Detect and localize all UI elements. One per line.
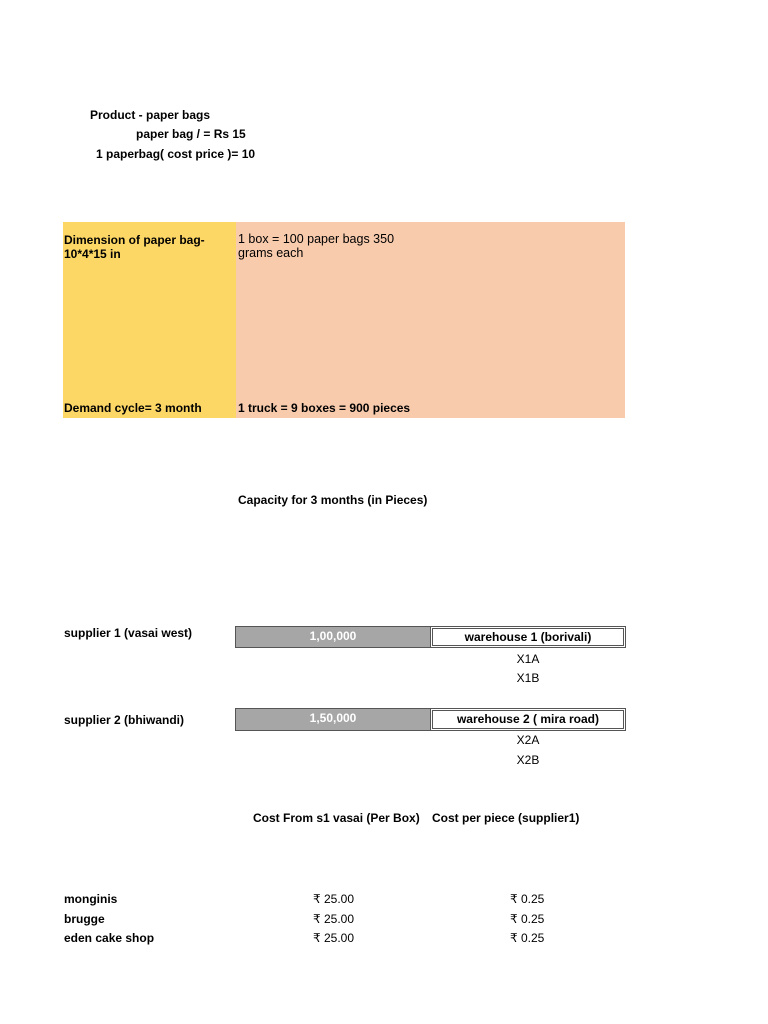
supplier-1-name: supplier 1 (vasai west) [64, 626, 193, 640]
capacity-heading: Capacity for 3 months (in Pieces) [238, 493, 428, 507]
cost-price-label: 1 paperbag( cost price )= 10 [96, 147, 256, 161]
truck-info-text: 1 truck = 9 boxes = 900 pieces [238, 401, 411, 415]
route-x2a: X2A [516, 733, 540, 747]
supplier-1-capacity: 1,00,000 [309, 629, 357, 643]
box-info-text: 1 box = 100 paper bags 350 grams each [238, 232, 395, 260]
table-row-name: eden cake shop [64, 931, 155, 945]
selling-price-label: paper bag / = Rs 15 [136, 127, 246, 141]
warehouse-1-name: warehouse 1 (borivali) [464, 630, 592, 644]
warehouse-1-cell [430, 626, 626, 648]
warehouse-2-cell [430, 708, 626, 731]
table-row-name: brugge [64, 912, 105, 926]
demand-cycle-text: Demand cycle= 3 month [64, 401, 202, 415]
route-x1b: X1B [516, 671, 540, 685]
supplier-1-capacity-cell [235, 626, 431, 648]
table-row-per-box: ₹ 25.00 [313, 931, 354, 945]
cost-per-piece-header: Cost per piece (supplier1) [432, 811, 580, 825]
warehouse-2-name: warehouse 2 ( mira road) [456, 712, 600, 726]
route-x2b: X2B [516, 753, 540, 767]
supplier-2-capacity-cell [235, 708, 431, 731]
route-x1a: X1A [516, 652, 540, 666]
dimension-text: Dimension of paper bag- 10*4*15 in [64, 233, 205, 261]
table-row-per-box: ₹ 25.00 [313, 892, 354, 906]
table-row-name: monginis [64, 892, 118, 906]
table-row-per-piece: ₹ 0.25 [510, 892, 545, 906]
product-title: Product - paper bags [90, 108, 211, 122]
table-row-per-piece: ₹ 0.25 [510, 931, 545, 945]
cost-per-box-header: Cost From s1 vasai (Per Box) [253, 811, 420, 825]
table-row-per-piece: ₹ 0.25 [510, 912, 545, 926]
supplier-2-capacity: 1,50,000 [309, 711, 357, 725]
table-row-per-box: ₹ 25.00 [313, 912, 354, 926]
supplier-2-name: supplier 2 (bhiwandi) [64, 713, 185, 727]
